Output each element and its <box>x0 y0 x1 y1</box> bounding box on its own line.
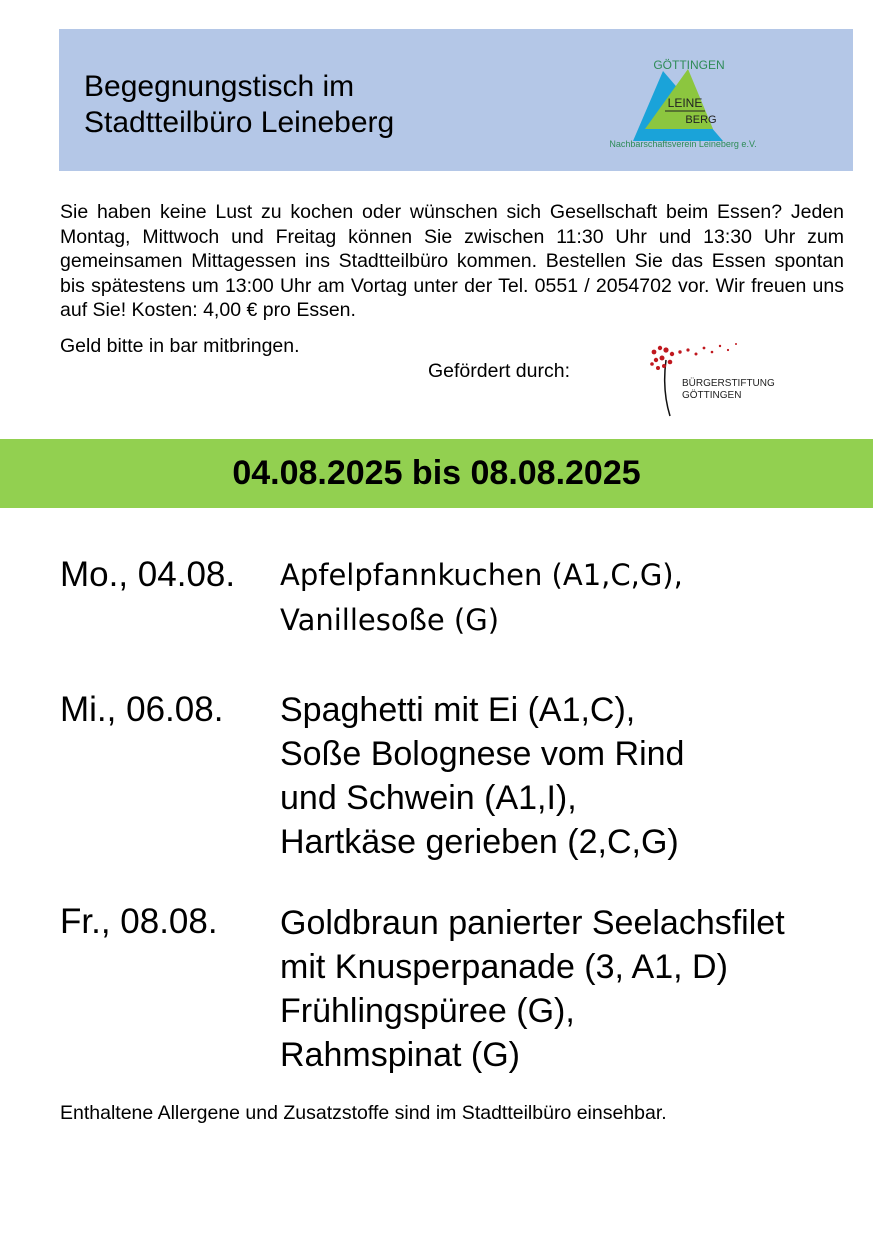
dish-line: Frühlingspüree (G), <box>280 992 575 1030</box>
logo-caption: Nachbarschaftsverein Leineberg e.V. <box>609 139 757 149</box>
page-title <box>84 69 394 141</box>
logo-text-top: GÖTTINGEN <box>653 58 725 72</box>
dish-line: Hartkäse gerieben (2,C,G) <box>280 823 679 861</box>
dish-line: Spaghetti mit Ei (A1,C), <box>280 691 636 729</box>
week-banner <box>0 439 873 508</box>
logo-text-mid: LEINE <box>667 96 703 110</box>
header-banner <box>59 29 853 171</box>
menu-day-friday: Fr., 08.08. <box>60 902 218 941</box>
dish-line: Vanillesoße (G) <box>280 603 500 637</box>
buergerstiftung-logo <box>646 340 786 420</box>
menu-day-wednesday: Mi., 06.08. <box>60 690 224 729</box>
leineberg-logo <box>593 51 783 151</box>
menu-dish-wednesday <box>280 688 684 864</box>
week-range: 04.08.2025 bis 08.08.2025 <box>232 454 641 492</box>
dish-line: mit Knusperpanade (3, A1, D) <box>280 948 728 986</box>
logo-text-bottom: BERG <box>685 114 717 126</box>
intro-last-line: Geld bitte in bar mitbringen. <box>60 335 300 357</box>
title-line-2: Stadtteilbüro Leineberg <box>84 106 395 139</box>
dish-line: Rahmspinat (G) <box>280 1036 520 1074</box>
sponsor-name-line-1: BÜRGERSTIFTUNG <box>682 378 775 389</box>
sponsor-name-line-2: GÖTTINGEN <box>682 390 742 401</box>
dish-line: Goldbraun panierter Seelachsfilet <box>280 904 785 942</box>
sponsor-label: Gefördert durch: <box>428 360 570 382</box>
title-line-1: Begegnungstisch im <box>84 70 355 103</box>
dish-line: Apfelpfannkuchen (A1,C,G), <box>280 558 683 592</box>
dish-line: Soße Bolognese vom Rind <box>280 735 685 773</box>
menu-day-monday: Mo., 04.08. <box>60 555 236 594</box>
menu-dish-monday <box>280 553 683 643</box>
dish-line: und Schwein (A1,I), <box>280 779 577 817</box>
intro-paragraph: Sie haben keine Lust zu kochen oder wünschen sich Gesellschaft beim Essen? Jeden Montag, Mittwoch und Freitag können Sie zwischen 11:30 Uhr und 13:30 Uhr zum gemeinsamen Mittagessen ins Stadtteilbüro kommen. Bestellen Sie das Essen spontan bis spätestens um 13:00 Uhr am Vortag unter der Tel. 0551 / 2054702 vor. Wir freuen uns auf Sie! Kosten: 4,00 € pro Essen. <box>60 201 844 321</box>
allergen-note: Enthaltene Allergene und Zusatzstoffe sind im Stadtteilbüro einsehbar. <box>60 1102 667 1124</box>
menu-dish-friday <box>280 901 785 1077</box>
